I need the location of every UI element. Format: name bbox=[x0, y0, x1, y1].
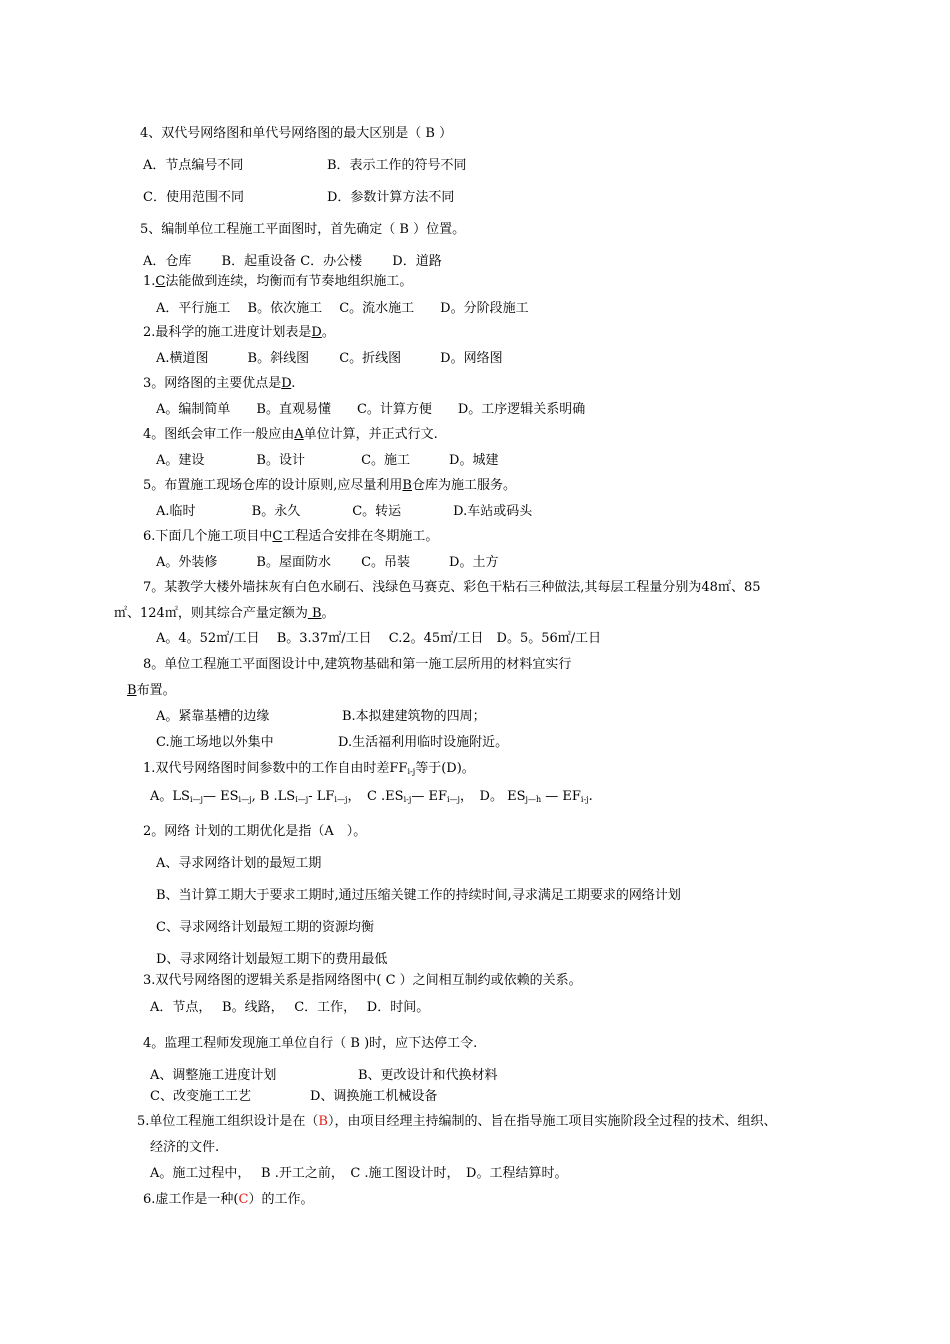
s2-question-2-answer: D bbox=[311, 325, 322, 340]
s2-question-8-line-2: B布置。 bbox=[127, 683, 176, 698]
s2-question-8-option-d: D.生活福利用临时设施附近。 bbox=[338, 735, 509, 750]
s2-question-6-options: A。外装修 B。屋面防水 C。吊装 D。土方 bbox=[156, 555, 499, 570]
s2-question-5-options: A.临时 B。永久 C。转运 D.车站或码头 bbox=[156, 504, 533, 519]
s2-question-5-answer: B bbox=[402, 478, 412, 493]
s2-question-1-options: A．平行施工 B。依次施工 C。流水施工 D。分阶段施工 bbox=[156, 301, 529, 316]
question-4-option-b: B．表示工作的符号不同 bbox=[327, 158, 467, 173]
s2-question-8-option-c: C.施工场地以外集中 bbox=[156, 735, 274, 750]
s3-question-5-answer: B bbox=[318, 1114, 328, 1129]
question-4-option-c: C．使用范围不同 bbox=[143, 190, 244, 205]
s3-question-4-option-c: C、改变施工工艺 bbox=[150, 1089, 251, 1104]
s2-question-2-options: A.横道图 B。斜线图 C。折线图 D。网络图 bbox=[156, 351, 503, 366]
s2-question-3-stem: 3。网络图的主要优点是D. bbox=[143, 376, 296, 391]
s3-question-2-option-c: C、寻求网络计划最短工期的资源均衡 bbox=[156, 920, 374, 935]
s3-question-1-options: A。$LS_{i—j}—$ $ES_{i—j}$, B $.LS_{i—j}-$ $LF_{i—j}$， C $.ES_{i-j}—$ $EF_{i—j}$， D。 $ES_{j—h}$ — $EF_{i-j}$. bbox=[150, 789, 593, 804]
s2-question-4-answer: A bbox=[294, 427, 304, 442]
s3-question-3-options: A．节点， B。线路， C．工作， D．时间。 bbox=[150, 1000, 430, 1015]
s2-question-3-options: A。编制简单 B。直观易懂 C。计算方便 D。工序逻辑关系明确 bbox=[156, 402, 586, 417]
question-4-option-d: D．参数计算方法不同 bbox=[327, 190, 455, 205]
s3-question-3-stem: 3.双代号网络图的逻辑关系是指网络图中( C ）之间相互制约或依赖的关系。 bbox=[143, 973, 582, 988]
s2-question-7-options: A。4。52㎡/工日 B。3.37㎡/工日 C.2。45㎡/工日 D。5。56㎡/工日 bbox=[156, 631, 602, 646]
question-5-options: A．仓库 B．起重设备 C．办公楼 D．道路 bbox=[143, 254, 442, 269]
s3-question-4-option-d: D、调换施工机械设备 bbox=[310, 1089, 438, 1104]
s3-question-4-stem: 4。监理工程师发现施工单位自行（ B )时，应下达停工令. bbox=[143, 1036, 478, 1051]
s2-question-8-option-b: B.本拟建建筑物的四周； bbox=[342, 709, 486, 724]
s2-question-3-answer: D bbox=[281, 376, 292, 391]
s2-question-6-answer: C bbox=[272, 529, 283, 544]
question-5-stem: 5、编制单位工程施工平面图时，首先确定（ B ）位置。 bbox=[140, 222, 466, 237]
s2-question-7-answer: B bbox=[307, 606, 322, 621]
s2-question-4-stem: 4。图纸会审工作一般应由A单位计算，并正式行文. bbox=[143, 427, 438, 442]
s2-question-1-answer: C bbox=[155, 274, 166, 289]
s3-question-2-option-a: A、寻求网络计划的最短工期 bbox=[156, 856, 322, 871]
s3-question-1-stem: 1.双代号网络图时间参数中的工作自由时差$FF_{i-j}$等于(D)。 bbox=[143, 761, 475, 776]
s3-question-6-answer: C bbox=[238, 1192, 249, 1207]
s3-question-4-option-b: B、更改设计和代换材料 bbox=[358, 1068, 498, 1083]
s2-question-4-options: A。建设 B。设计 C。施工 D。城建 bbox=[156, 453, 499, 468]
s2-question-7-line-1: 7。某教学大楼外墙抹灰有白色水刷石、浅绿色马赛克、彩色干粘石三种做法,其每层工程量分别为48㎡、85 bbox=[143, 580, 761, 595]
s2-question-8-option-a: A。紧靠基槽的边缘 bbox=[156, 709, 270, 724]
s3-question-5-line-1: 5.单位工程施工组织设计是在（B），由项目经理主持编制的、旨在指导施工项目实施阶段全过程的技术、组织、 bbox=[137, 1114, 777, 1129]
s2-question-8-line-1: 8。单位工程施工平面图设计中,建筑物基础和第一施工层所用的材料宜实行 bbox=[143, 657, 572, 672]
s3-question-5-line-2: 经济的文件. bbox=[150, 1140, 220, 1155]
s3-question-4-option-a: A、调整施工进度计划 bbox=[150, 1068, 277, 1083]
s3-question-5-options: A。施工过程中， B .开工之前， C .施工图设计时， D。工程结算时。 bbox=[150, 1166, 568, 1181]
s3-question-2-option-d: D、寻求网络计划最短工期下的费用最低 bbox=[156, 952, 388, 967]
s2-question-7-line-2: ㎡、124㎡，则其综合产量定额为 B。 bbox=[114, 606, 335, 621]
s2-question-2-stem: 2.最科学的施工进度计划表是D。 bbox=[143, 325, 335, 340]
s2-question-8-answer: B bbox=[127, 683, 137, 698]
s2-question-5-stem: 5。布置施工现场仓库的设计原则,应尽量利用B仓库为施工服务。 bbox=[143, 478, 516, 493]
question-4-option-a: A．节点编号不同 bbox=[143, 158, 244, 173]
s3-question-2-option-b: B、当计算工期大于要求工期时,通过压缩关键工作的持续时间,寻求满足工期要求的网络计划 bbox=[156, 888, 681, 903]
question-4-stem: 4、双代号网络图和单代号网络图的最大区别是（ B ） bbox=[140, 126, 453, 141]
s3-question-2-stem: 2。网络 计划的工期优化是指（A ）。 bbox=[143, 824, 367, 839]
s3-question-6-stem: 6.虚工作是一种(C）的工作。 bbox=[143, 1192, 314, 1207]
s2-question-1-stem: 1.C法能做到连续，均衡而有节奏地组织施工。 bbox=[143, 274, 413, 289]
s2-question-6-stem: 6.下面几个施工项目中C工程适合安排在冬期施工。 bbox=[143, 529, 439, 544]
